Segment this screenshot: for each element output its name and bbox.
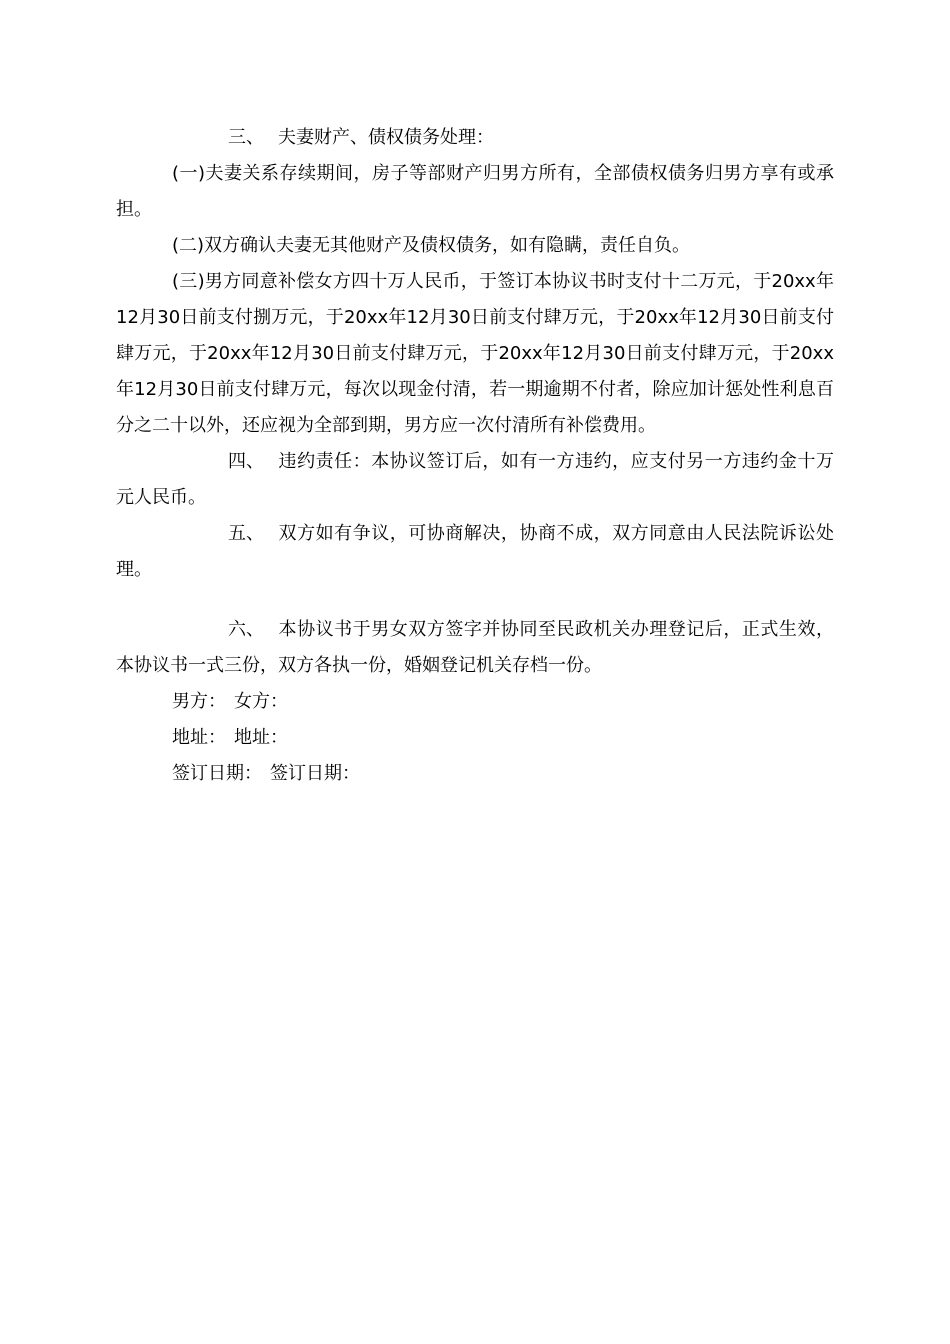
section-3-number: 三、 xyxy=(228,127,264,148)
female-date-label: 签订日期： xyxy=(270,763,360,784)
section-4-text: 违约责任：本协议签订后，如有一方违约，应支付另一方违约金十万元人民币。 xyxy=(116,451,834,508)
signature-date-row xyxy=(116,756,834,792)
female-address-label: 地址： xyxy=(234,727,288,748)
section-6-number: 六、 xyxy=(228,619,264,640)
signature-address-row xyxy=(116,720,834,756)
female-party-label: 女方： xyxy=(234,691,288,712)
male-date-label: 签订日期： xyxy=(172,763,262,784)
male-party-label: 男方： xyxy=(172,691,226,712)
paragraph-gap xyxy=(116,588,834,612)
section-6-text: 本协议书于男女双方签字并协同至民政机关办理登记后，正式生效，本协议书一式三份，双方各执一份，婚姻登记机关存档一份。 xyxy=(116,619,834,676)
section-3-item-3: (三)男方同意补偿女方四十万人民币，于签订本协议书时支付十二万元，于20xx年12月30日前支付捌万元，于20xx年12月30日前支付肆万元，于20xx年12月30日前支付肆万元，于20xx年12月30日前支付肆万元，于20xx年12月30日前支付肆万元，于20xx年12月30日前支付肆万元，每次以现金付清，若一期逾期不付者，除应加计惩处性利息百分之二十以外，还应视为全部到期，男方应一次付清所有补偿费用。 xyxy=(116,271,834,436)
section-3-title: 夫妻财产、债权债务处理： xyxy=(278,127,494,148)
section-6-paragraph xyxy=(116,612,834,684)
signature-party-row xyxy=(116,684,834,720)
male-address-label: 地址： xyxy=(172,727,226,748)
section-5-paragraph xyxy=(116,516,834,588)
document-page xyxy=(116,120,834,792)
section-5-text: 双方如有争议，可协商解决，协商不成，双方同意由人民法院诉讼处理。 xyxy=(116,523,834,580)
section-3-heading xyxy=(116,120,834,156)
section-3-item-2: (二)双方确认夫妻无其他财产及债权债务，如有隐瞒，责任自负。 xyxy=(172,235,691,256)
section-5-number: 五、 xyxy=(228,523,264,544)
section-3-item-1: (一)夫妻关系存续期间，房子等部财产归男方所有，全部债权债务归男方享有或承担。 xyxy=(116,163,834,220)
section-4-paragraph xyxy=(116,444,834,516)
section-4-number: 四、 xyxy=(228,451,264,472)
